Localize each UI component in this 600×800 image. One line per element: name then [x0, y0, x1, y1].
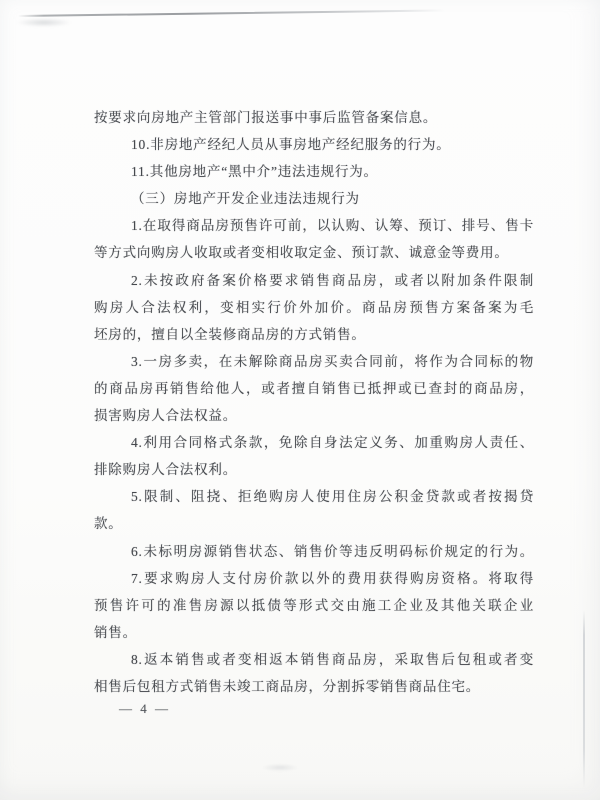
text-line: 排除购房人合法权利。	[94, 462, 237, 478]
text-line: 3.一房多卖，在未解除商品房买卖合同前，将作为合同标的物	[131, 353, 534, 369]
text-line: 等方式向购房人收取或者变相收取定金、预订款、诚意金等费用。	[94, 245, 509, 261]
text-line: 损害购房人合法权益。	[94, 408, 237, 424]
text-line: 2.未按政府备案价格要求销售商品房，或者以附加条件限制	[131, 272, 534, 288]
scan-artifact-smudge-bottom	[262, 764, 298, 771]
text-line: 1.在取得商品房预售许可前，以认购、认筹、预订、排号、售卡	[131, 218, 534, 234]
text-line: 销售。	[94, 624, 137, 640]
text-line: 按要求向房地产主管部门报送事中事后监管备案信息。	[94, 110, 438, 125]
text-line: （三）房地产开发企业违法违规行为	[131, 191, 360, 207]
page-number: — 4 —	[119, 701, 171, 716]
scan-artifact-top-line	[18, 9, 446, 17]
text-line: 7.要求购房人支付房价款以外的费用获得购房资格。将取得	[131, 570, 534, 586]
text-line: 相售后包租方式销售未竣工商品房，分割拆零销售商品住宅。	[94, 678, 481, 694]
text-line: 6.未标明房源销售状态、销售价等违反明码标价规定的行为。	[131, 543, 534, 559]
text-line: 5.限制、阻挠、拒绝购房人使用住房公积金贷款或者按揭贷	[131, 489, 534, 505]
text-line: 购房人合法权利，变相实行价外加价。商品房预售方案备案为毛	[94, 299, 534, 315]
document-body	[94, 104, 534, 700]
text-line: 11.其他房地产“黑中介”违法违规行为。	[131, 164, 378, 180]
text-line: 8.返本销售或者变相返本销售商品房，采取售后包租或者变	[131, 651, 534, 667]
scan-artifact-right-line	[583, 610, 585, 788]
text-line: 预售许可的准售房源以抵债等形式交由施工企业及其他关联企业	[94, 597, 534, 613]
text-line: 4.利用合同格式条款，免除自身法定义务、加重购房人责任、	[131, 435, 534, 451]
text-line: 坯房的，擅自以全装修商品房的方式销售。	[94, 326, 366, 342]
scan-artifact-smudge	[16, 18, 72, 27]
text-line: 款。	[94, 516, 123, 532]
text-line: 10.非房地产经纪人员从事房地产经纪服务的行为。	[131, 137, 451, 153]
text-line: 的商品房再销售给他人，或者擅自销售已抵押或已查封的商品房，	[94, 380, 534, 396]
